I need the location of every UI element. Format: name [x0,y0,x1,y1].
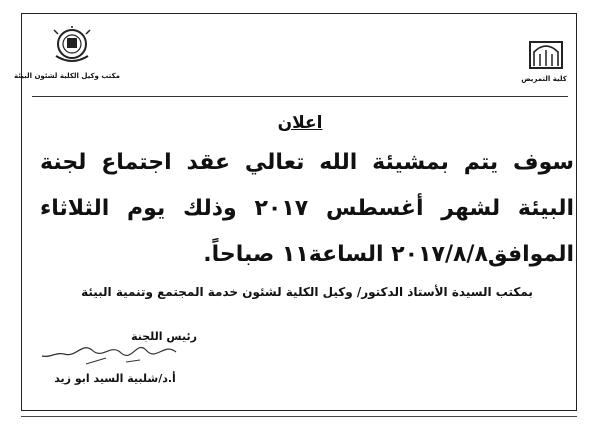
announcement-line-3: الموافق٢٠١٧/٨/٨ الساعة١١ صباحاً. [203,242,574,267]
bottom-border-line [21,416,577,417]
announcement-title: اعلان [277,113,323,133]
university-emblem-icon [50,26,94,66]
committee-chair-title: رئيس اللجنة [131,330,197,343]
faculty-building-icon [528,36,564,70]
committee-chair-name: أ.د/شلبية السيد ابو زيد [54,372,176,385]
left-header-caption: مكتب وكيل الكلية لشئون البيئة [14,72,120,80]
handwritten-signature [36,338,186,374]
header-divider [32,96,568,97]
meeting-location: بمكتب السيدة الأستاذ الدكتور/ وكيل الكلية لشئون خدمة المجتمع وتنمية البيئة [81,285,533,299]
right-header-caption: كلية التمريض [521,75,567,83]
announcement-line-2: البيئة لشهر أغسطس ٢٠١٧ وذلك يوم الثلاثاء [40,196,574,221]
announcement-line-1: سوف يتم بمشيئة الله تعالي عقد اجتماع لجنة [40,150,574,175]
